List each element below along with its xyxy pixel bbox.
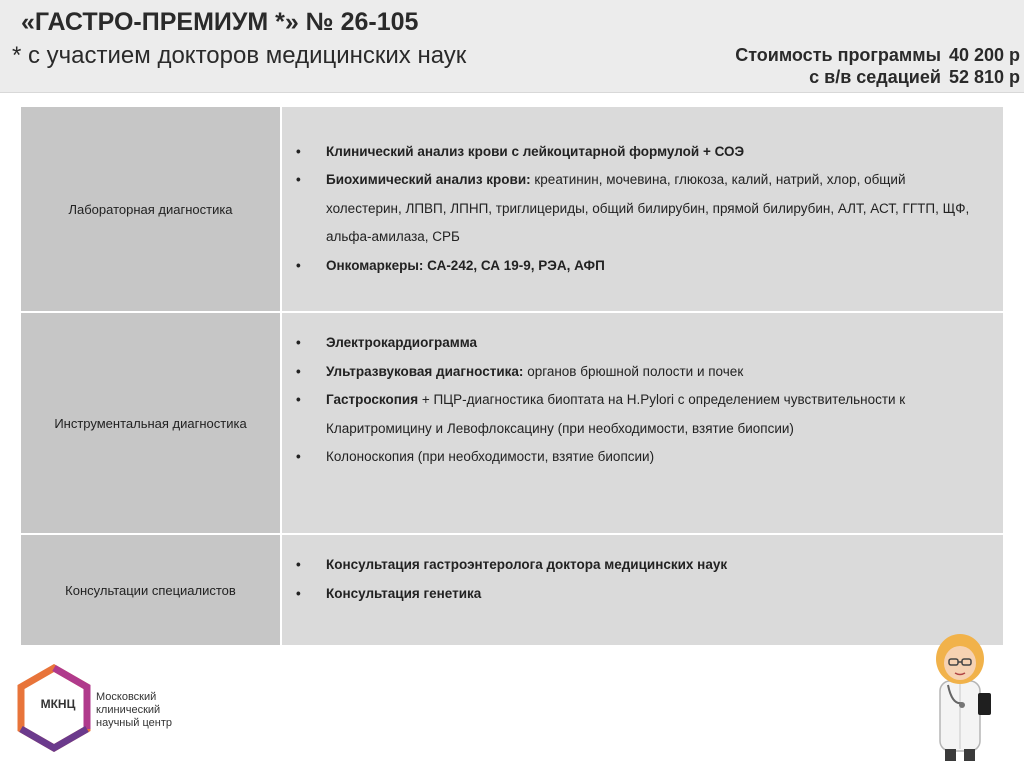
category-cell: Консультации специалистов xyxy=(20,534,281,646)
list-item: • Колоноскопия (при необходимости, взятие биопсии) xyxy=(296,443,983,472)
list-item: • Биохимический анализ крови: креатинин, мочевина, глюкоза, калий, натрий, хлор, общий холестерин, ЛПВП, ЛПНП, триглицериды, общий билирубин, прямой билирубин, АЛТ, АСТ, ГГТП, ЩФ, альфа-амилаза, СРБ xyxy=(296,166,983,252)
price-row xyxy=(735,44,1020,66)
table-row xyxy=(20,312,1004,534)
price-block xyxy=(735,44,1020,88)
list-item: • Гастроскопия + ПЦР-диагностика биоптата на H.Pylori с определением чувствительности к Кларитромицину и Левофлоксацину (при необходимости, взятие биопсии) xyxy=(296,386,983,443)
list-item: • Онкомаркеры: СА-242, СА 19-9, РЭА, АФП xyxy=(296,252,983,281)
items-cell xyxy=(281,312,1004,534)
list-item: • Консультация генетика xyxy=(296,580,983,609)
items-cell xyxy=(281,106,1004,312)
items-list xyxy=(296,138,983,281)
doctor-illustration-icon xyxy=(918,627,1002,765)
list-item: • Электрокардиограмма xyxy=(296,329,983,358)
list-item: • Клинический анализ крови с лейкоцитарной формулой + СОЭ xyxy=(296,138,983,167)
list-item: • Ультразвуковая диагностика: органов брюшной полости и почек xyxy=(296,358,983,387)
table-row xyxy=(20,534,1004,646)
program-subtitle: * с участием докторов медицинских наук xyxy=(12,42,467,69)
services-table xyxy=(19,105,1005,647)
category-cell: Лабораторная диагностика xyxy=(20,106,281,312)
price-value: 40 200 р xyxy=(948,45,1020,65)
sedation-label: с в/в седацией xyxy=(809,67,941,87)
items-cell xyxy=(281,534,1004,646)
price-label: Стоимость программы xyxy=(735,45,941,65)
table-row xyxy=(20,106,1004,312)
logo-text: Московский клинический научный центр xyxy=(96,691,173,729)
sedation-price-row xyxy=(735,66,1020,88)
items-list xyxy=(296,329,983,472)
program-title: «ГАСТРО-ПРЕМИУМ *» № 26-105 xyxy=(21,8,419,36)
items-list xyxy=(296,551,983,608)
mknc-logo xyxy=(14,663,194,753)
category-cell: Инструментальная диагностика xyxy=(20,312,281,534)
logo-abbreviation: МКНЦ xyxy=(40,697,76,711)
sedation-value: 52 810 р xyxy=(948,67,1020,87)
list-item: • Консультация гастроэнтеролога доктора медицинских наук xyxy=(296,551,983,580)
